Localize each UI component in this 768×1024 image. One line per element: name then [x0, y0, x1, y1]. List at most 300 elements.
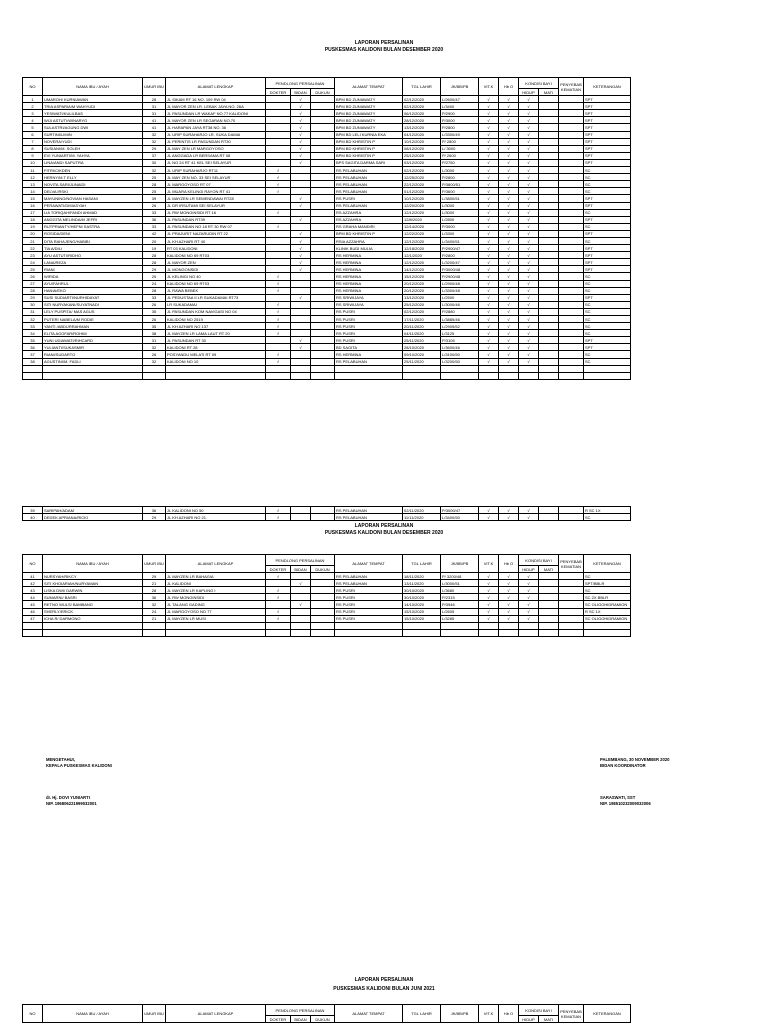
- cell-tgl: 15/10/2020: [403, 608, 441, 615]
- cell-hidup: √: [519, 117, 539, 124]
- cell-ket: SC: [584, 280, 631, 287]
- cell-penyebab: [559, 117, 584, 124]
- cell-hb0: √: [499, 514, 519, 521]
- cell-tempat: RS PELABUHAN: [335, 167, 403, 174]
- table-row: [23, 280, 631, 287]
- header-penyebab: PENYEBAB KEMATIAN: [559, 555, 584, 573]
- header-jk: JK/BB/PB: [441, 555, 479, 573]
- cell-alamat: JL PRAJURIT NAZARUDIN RT 22: [166, 230, 266, 237]
- cell-mati: [539, 601, 559, 608]
- cell-tempat: RS PUSRI: [335, 594, 403, 601]
- cell-hidup: √: [519, 301, 539, 308]
- cell-penyebab: [559, 138, 584, 145]
- cell-bidan: √: [291, 159, 311, 166]
- cell-vitk: √: [479, 245, 499, 252]
- cell-tempat: RS HERMINA: [335, 280, 403, 287]
- cell-no: 2: [23, 103, 43, 110]
- cell-nama: SITI KHOIARIAH/NURYAMAN: [43, 580, 143, 587]
- table-row: [23, 351, 631, 358]
- cell-bidan: [291, 308, 311, 315]
- cell-hidup: √: [519, 573, 539, 580]
- cell-alamat: JL KH AZHARI RT 40: [166, 237, 266, 244]
- cell-dokter: [266, 337, 291, 344]
- cell-dokter: √: [266, 316, 291, 323]
- cell-hidup: √: [519, 514, 539, 521]
- cell-no: 32: [23, 316, 43, 323]
- cell-dukun: [311, 223, 335, 230]
- cell-hidup: √: [519, 358, 539, 365]
- cell-jk: L/3000: [441, 167, 479, 174]
- head-name: dr. Hj. DOVI YUNIARTI: [46, 795, 90, 800]
- cell-dokter: √: [266, 287, 291, 294]
- cell-dukun: [311, 252, 335, 259]
- cell-penyebab: [559, 351, 584, 358]
- cell-mati: [539, 259, 559, 266]
- cell-hb0: √: [499, 273, 519, 280]
- cell-jk: P/3105: [441, 337, 479, 344]
- cell-ket: SPT: [584, 195, 631, 202]
- cell-dukun: [311, 280, 335, 287]
- table-row: [23, 159, 631, 166]
- cell-vitk: √: [479, 131, 499, 138]
- cell-dukun: [311, 594, 335, 601]
- report-subtitle-1: PUSKESMAS KALIDONI BULAN DESEMBER 2020: [324, 47, 444, 53]
- cell-dokter: [266, 216, 291, 223]
- cell-tgl: 20/12/2020: [403, 287, 441, 294]
- cell-tempat: BPM BD KHRISTIN P: [335, 230, 403, 237]
- cell-vitk: √: [479, 103, 499, 110]
- cell-hidup: √: [519, 195, 539, 202]
- birth-table-june: [22, 1004, 631, 1023]
- cell-alamat: JL KH AZHARI NO 137: [166, 323, 266, 330]
- cell-no: 31: [23, 308, 43, 315]
- cell-alamat: JL MAYZEN LR LAMA LAUT RT 20: [166, 330, 266, 337]
- table-row: [23, 209, 631, 216]
- cell-dukun: [311, 301, 335, 308]
- cell-tempat: RS SRIWIJAYA: [335, 294, 403, 301]
- header-alamat: ALAMAT LENGKAP: [166, 1005, 266, 1023]
- cell-ket: SPT/BBLR: [584, 580, 631, 587]
- header-ket: KETERANGAN: [584, 1005, 631, 1023]
- cell-hb0: √: [499, 294, 519, 301]
- cell-alamat: JL DR IRSUTAMI SEI SELAYUR: [166, 202, 266, 209]
- cell-tempat: RS PELABUHAN: [335, 174, 403, 181]
- cell-tempat: RS PELABUHAN: [335, 507, 403, 514]
- cell-no: 16: [23, 202, 43, 209]
- cell-mati: [539, 294, 559, 301]
- cell-no: 40: [23, 514, 43, 521]
- cell-bidan: [291, 209, 311, 216]
- cell-jk: L/3600/46: [441, 344, 479, 351]
- cell-vitk: √: [479, 608, 499, 615]
- cell-ket: SPT: [584, 117, 631, 124]
- cell-alamat: JL PASUNDAN KOM NAVIGASI NO 04: [166, 308, 266, 315]
- table-row: [23, 124, 631, 131]
- cell-alamat: JL RW MONGINSIDI RT 16: [166, 209, 266, 216]
- cell-hb0: √: [499, 159, 519, 166]
- cell-no: 13: [23, 181, 43, 188]
- cell-penyebab: [559, 209, 584, 216]
- cell-mati: [539, 308, 559, 315]
- cell-vitk: √: [479, 159, 499, 166]
- birth-table-part2: [22, 554, 631, 637]
- table-row: [23, 103, 631, 110]
- cell-penyebab: [559, 245, 584, 252]
- cell-no: 7: [23, 138, 43, 145]
- cell-hidup: √: [519, 152, 539, 159]
- cell-nama: SUMARNI/ BASRI: [43, 594, 143, 601]
- header-kondisi: KONDISI BAYI: [519, 78, 559, 89]
- cell-hb0: √: [499, 330, 519, 337]
- cell-ket: SPT: [584, 266, 631, 273]
- cell-hidup: √: [519, 252, 539, 259]
- cell-ket: SC: [584, 209, 631, 216]
- header-kondisi: KONDISI BAYI: [519, 1005, 559, 1016]
- table-row: [23, 188, 631, 195]
- cell-tgl: 11/11/2020: [403, 514, 441, 521]
- cell-hb0: √: [499, 167, 519, 174]
- table-row: [23, 237, 631, 244]
- cell-penyebab: [559, 195, 584, 202]
- cell-hb0: √: [499, 601, 519, 608]
- cell-tempat: RS GRAHA MANDIRI: [335, 223, 403, 230]
- cell-bidan: √: [291, 145, 311, 152]
- cell-bidan: √: [291, 152, 311, 159]
- header-row: [23, 555, 631, 566]
- cell-umur: 29: [143, 145, 166, 152]
- cell-penyebab: [559, 573, 584, 580]
- cell-jk: L/3000/51: [441, 580, 479, 587]
- cell-penyebab: [559, 252, 584, 259]
- cell-penyebab: [559, 344, 584, 351]
- cell-penyebab: [559, 323, 584, 330]
- cell-nama: TIA A/DILI: [43, 245, 143, 252]
- cell-nama: LANA/REZA: [43, 259, 143, 266]
- table-row: [23, 245, 631, 252]
- cell-umur: 38: [143, 330, 166, 337]
- cell-mati: [539, 580, 559, 587]
- cell-jk: P/3000: [441, 117, 479, 124]
- cell-hidup: √: [519, 96, 539, 103]
- header-tempat: ALAMAT TEMPAT: [335, 555, 403, 573]
- cell-hidup: √: [519, 237, 539, 244]
- cell-nama: ELITA AGOFAR/ROHIM: [43, 330, 143, 337]
- cell-mati: [539, 174, 559, 181]
- cell-umur: 41: [143, 124, 166, 131]
- cell-mati: [539, 615, 559, 622]
- cell-bidan: √: [291, 294, 311, 301]
- cell-bidan: [291, 167, 311, 174]
- cell-hidup: √: [519, 181, 539, 188]
- cell-jk: L/3400: [441, 103, 479, 110]
- cell-dokter: √: [266, 174, 291, 181]
- cell-bidan: [291, 507, 311, 514]
- subheader-dokter: DOKTER: [266, 566, 291, 573]
- cell-alamat: JL MUARA KELINGI RAYON RT 41: [166, 188, 266, 195]
- cell-jk: P/2900/48: [441, 273, 479, 280]
- cell-mati: [539, 216, 559, 223]
- cell-vitk: √: [479, 216, 499, 223]
- cell-tempat: KLINIK BUDI MULIA: [335, 245, 403, 252]
- table-row: [23, 507, 631, 514]
- cell-nama: EVI YUNIARTI/M. YAHYA: [43, 152, 143, 159]
- cell-nama: LINA/ANDI SAPUTRA: [43, 159, 143, 166]
- cell-nama: HANIA/EKO: [43, 287, 143, 294]
- cell-jk: P/ 2800: [441, 138, 479, 145]
- cell-vitk: √: [479, 308, 499, 315]
- cell-vitk: √: [479, 174, 499, 181]
- cell-alamat: POSYANDU MELATI RT 09: [166, 351, 266, 358]
- cell-dokter: √: [266, 573, 291, 580]
- cell-tempat: RS PELABUHAN: [335, 358, 403, 365]
- cell-tempat: BPM BD ZUNIAWATY: [335, 103, 403, 110]
- cell-umur: 39: [143, 195, 166, 202]
- header-tempat: ALAMAT TEMPAT: [335, 78, 403, 96]
- cell-tgl: 10/12/2020: [403, 195, 441, 202]
- cell-bidan: [291, 181, 311, 188]
- cell-dukun: [311, 601, 335, 608]
- cell-tgl: 08/12/2020: [403, 145, 441, 152]
- cell-umur: 35: [143, 308, 166, 315]
- cell-alamat: JL MONGONSIDI: [166, 266, 266, 273]
- cell-tgl: 17/11/2020: [403, 316, 441, 323]
- cell-jk: L/ 3000: [441, 145, 479, 152]
- cell-hb0: √: [499, 152, 519, 159]
- cell-hb0: √: [499, 110, 519, 117]
- cell-ket: SPT: [584, 159, 631, 166]
- cell-nama: PERAWATI/DIMASYAH: [43, 202, 143, 209]
- cell-ket: SPT: [584, 294, 631, 301]
- cell-ket: SC: [584, 358, 631, 365]
- cell-tgl: 18/11/2020: [403, 573, 441, 580]
- cell-dukun: [311, 294, 335, 301]
- cell-dukun: [311, 152, 335, 159]
- cell-ket: SPT: [584, 124, 631, 131]
- cell-mati: [539, 573, 559, 580]
- header-vitk: VIT.K: [479, 1005, 499, 1023]
- cell-alamat: JL MARGOYOSO NO 77: [166, 608, 266, 615]
- cell-no: 33: [23, 323, 43, 330]
- cell-jk: P/2900: [441, 110, 479, 117]
- cell-ket: SC: [584, 573, 631, 580]
- cell-tgl: 02/12/2020: [403, 167, 441, 174]
- table-row: [23, 195, 631, 202]
- cell-dokter: √: [266, 323, 291, 330]
- cell-hb0: √: [499, 280, 519, 287]
- cell-alamat: JL URIP SURAHARJO LR. SUKA DAMAI: [166, 131, 266, 138]
- coordinator-name: SARASWATI, SST: [600, 795, 636, 800]
- table-row: [23, 587, 631, 594]
- cell-tempat: BPM BD KHRISTIN P: [335, 138, 403, 145]
- cell-dukun: [311, 167, 335, 174]
- table-row: [23, 216, 631, 223]
- cell-umur: 35: [143, 323, 166, 330]
- cell-nama: NOVERA/YUDI: [43, 138, 143, 145]
- cell-tgl: 01/12/2020: [403, 188, 441, 195]
- cell-mati: [539, 301, 559, 308]
- coordinator-title-label: BIDAN KOORDINATOR: [600, 763, 646, 768]
- cell-alamat: JL MAY ZEN NO. 33 SEI SELAYUR: [166, 174, 266, 181]
- cell-no: 34: [23, 330, 43, 337]
- cell-dokter: [266, 117, 291, 124]
- cell-jk: L/3200/47: [441, 259, 479, 266]
- cell-hidup: √: [519, 188, 539, 195]
- cell-tgl: 12/8/2020: [403, 216, 441, 223]
- cell-no: 25: [23, 266, 43, 273]
- cell-jk: P/2315: [441, 594, 479, 601]
- cell-dukun: [311, 103, 335, 110]
- cell-vitk: √: [479, 181, 499, 188]
- cell-alamat: JL TALANG GADING: [166, 601, 266, 608]
- cell-penyebab: [559, 601, 584, 608]
- cell-nama: HERNY/M.T ELLY: [43, 174, 143, 181]
- cell-vitk: √: [479, 594, 499, 601]
- cell-penyebab: [559, 337, 584, 344]
- cell-hidup: √: [519, 330, 539, 337]
- cell-hb0: √: [499, 174, 519, 181]
- report-subtitle-3: PUSKESMAS KALIDONI BULAN JUNI 2021: [333, 986, 435, 992]
- cell-dokter: √: [266, 358, 291, 365]
- cell-hb0: √: [499, 245, 519, 252]
- cell-no: 18: [23, 216, 43, 223]
- cell-tgl: 02/12/2020: [403, 103, 441, 110]
- cell-umur: 36: [143, 507, 166, 514]
- cell-vitk: √: [479, 223, 499, 230]
- cell-jk: L/3300/49: [441, 131, 479, 138]
- cell-ket: SC: [584, 316, 631, 323]
- table-row: [23, 266, 631, 273]
- cell-vitk: √: [479, 615, 499, 622]
- cell-jk: L/2500: [441, 294, 479, 301]
- cell-ket: SPT: [584, 216, 631, 223]
- cell-nama: DEDEK APRIANA/RICKI: [43, 514, 143, 521]
- cell-mati: [539, 152, 559, 159]
- cell-alamat: JL PASUNDAN RT39: [166, 216, 266, 223]
- header-pendlong: PENDLONG PERSALINAN: [266, 1005, 335, 1016]
- cell-dukun: [311, 159, 335, 166]
- cell-nama: ICHA R/ DARMONO: [43, 615, 143, 622]
- cell-tempat: RS PUSRI: [335, 337, 403, 344]
- cell-alamat: KALIDONI NO 69 RT03: [166, 280, 266, 287]
- cell-jk: L/2600/47: [441, 96, 479, 103]
- cell-no: 23: [23, 252, 43, 259]
- cell-mati: [539, 608, 559, 615]
- cell-tempat: RS PUSRI: [335, 323, 403, 330]
- cell-dukun: [311, 181, 335, 188]
- cell-umur: 41: [143, 117, 166, 124]
- cell-hb0: √: [499, 608, 519, 615]
- cell-alamat: JL MAYOR ZEN LR SEGARAN NO.70: [166, 117, 266, 124]
- cell-hidup: √: [519, 174, 539, 181]
- cell-bidan: √: [291, 344, 311, 351]
- table-row: [23, 308, 631, 315]
- cell-hb0: √: [499, 358, 519, 365]
- cell-nama: WIRIDA: [43, 273, 143, 280]
- cell-jk: L/3125: [441, 330, 479, 337]
- cell-hidup: √: [519, 608, 539, 615]
- cell-alamat: JL KALIDONI: [166, 580, 266, 587]
- cell-tempat: RS PUSRI: [335, 330, 403, 337]
- cell-dukun: [311, 230, 335, 237]
- table-row: [23, 96, 631, 103]
- cell-no: 5: [23, 124, 43, 131]
- cell-tgl: 12/1/2020: [403, 252, 441, 259]
- cell-nama: LIA TORIQAH/FANDI AHMAD: [43, 209, 143, 216]
- cell-jk: L/3000/46: [441, 301, 479, 308]
- cell-no: 1: [23, 96, 43, 103]
- table-row: [23, 337, 631, 344]
- cell-hb0: √: [499, 344, 519, 351]
- cell-hidup: √: [519, 223, 539, 230]
- cell-alamat: JL SIKAM RT 16 NO. 109 RW 04: [166, 96, 266, 103]
- cell-penyebab: [559, 580, 584, 587]
- cell-vitk: √: [479, 110, 499, 117]
- table-row: [23, 601, 631, 608]
- cell-vitk: √: [479, 573, 499, 580]
- cell-vitk: √: [479, 287, 499, 294]
- cell-vitk: √: [479, 259, 499, 266]
- cell-mati: [539, 131, 559, 138]
- table-row: [23, 615, 631, 622]
- cell-jk: P/3946: [441, 601, 479, 608]
- cell-no: 44: [23, 594, 43, 601]
- cell-penyebab: [559, 131, 584, 138]
- subheader-hidup: HIDUP: [519, 89, 539, 96]
- cell-penyebab: [559, 301, 584, 308]
- cell-penyebab: [559, 145, 584, 152]
- cell-umur: 32: [143, 131, 166, 138]
- cell-tgl: 12/25/2020: [403, 174, 441, 181]
- cell-no: 21: [23, 237, 43, 244]
- subheader-hidup: HIDUP: [519, 566, 539, 573]
- cell-tempat: BPM BD KHRISTIN P: [335, 145, 403, 152]
- cell-bidan: √: [291, 237, 311, 244]
- header-vitk: VIT.K: [479, 78, 499, 96]
- cell-tgl: 02/11/2020: [403, 507, 441, 514]
- cell-ket: SPT: [584, 152, 631, 159]
- header-tempat: ALAMAT TEMPAT: [335, 1005, 403, 1023]
- subheader-dukun: DUKUN: [311, 1016, 335, 1023]
- cell-umur: 24: [143, 608, 166, 615]
- cell-tempat: BPM BD LELI KURNIA EKA: [335, 131, 403, 138]
- cell-tgl: 12/12/2020: [403, 259, 441, 266]
- cell-hb0: √: [499, 615, 519, 622]
- cell-hidup: √: [519, 145, 539, 152]
- cell-alamat: JL KELINGI NO 40: [166, 273, 266, 280]
- cell-dukun: [311, 245, 335, 252]
- cell-vitk: √: [479, 507, 499, 514]
- subheader-dukun: DUKUN: [311, 89, 335, 96]
- cell-ket: SC: [584, 181, 631, 188]
- cell-tempat: BPM BD ZUNIAWATY: [335, 96, 403, 103]
- cell-vitk: √: [479, 266, 499, 273]
- cell-bidan: √: [291, 230, 311, 237]
- cell-penyebab: [559, 308, 584, 315]
- header-tgl: TGL LAHIR: [403, 555, 441, 573]
- cell-bidan: [291, 301, 311, 308]
- cell-vitk: √: [479, 351, 499, 358]
- cell-mati: [539, 167, 559, 174]
- cell-tgl: 25/12/2020: [403, 152, 441, 159]
- table-row: [23, 608, 631, 615]
- table-row: [23, 145, 631, 152]
- cell-umur: 26: [143, 351, 166, 358]
- cell-penyebab: [559, 259, 584, 266]
- cell-tempat: RS PUSRI: [335, 615, 403, 622]
- cell-hidup: √: [519, 615, 539, 622]
- cell-dokter: [266, 110, 291, 117]
- cell-jk: L/3300: [441, 230, 479, 237]
